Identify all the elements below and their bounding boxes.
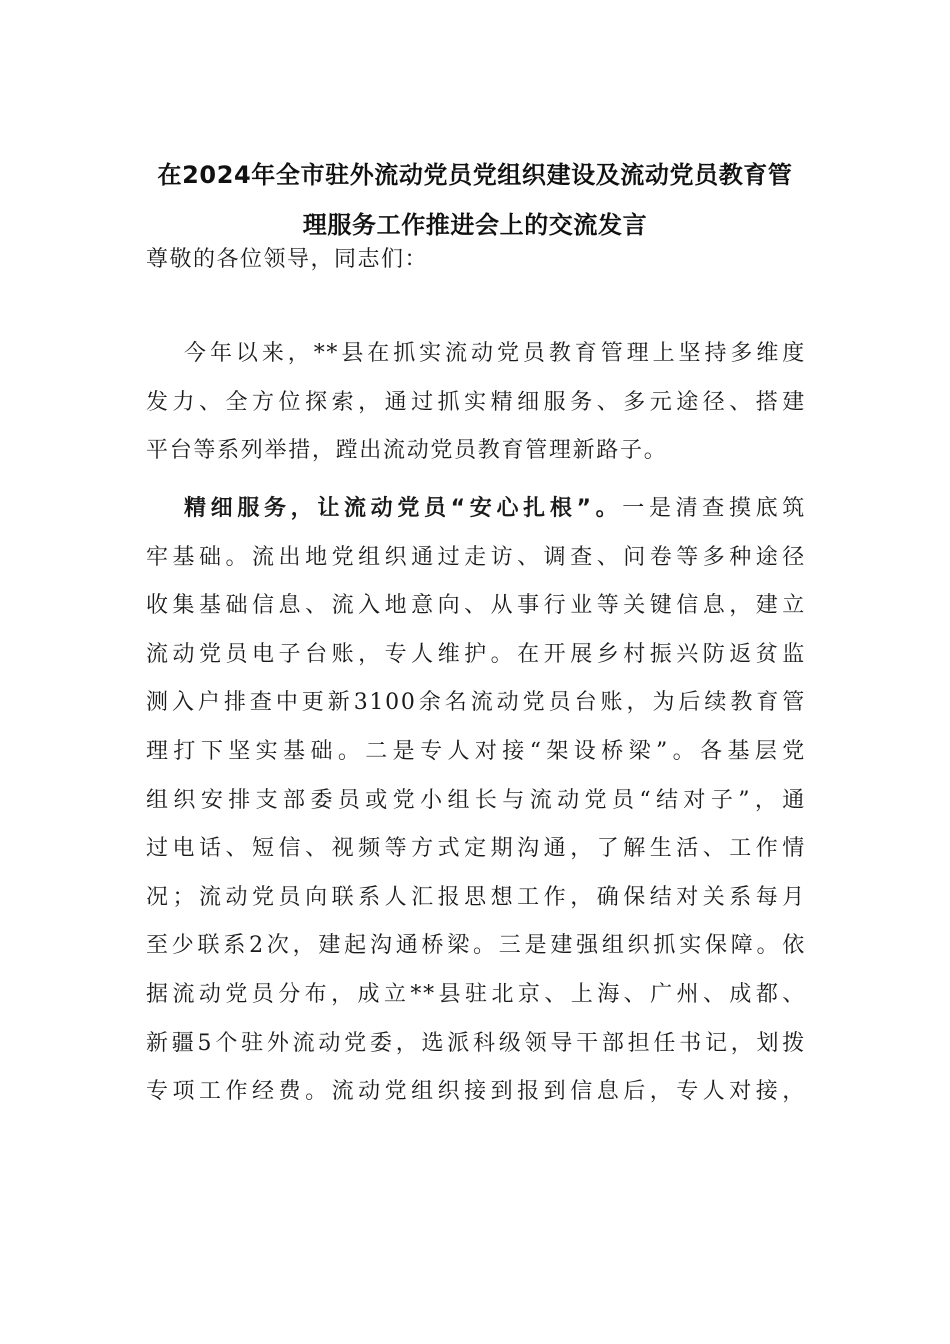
paragraph-line: 理打下坚实基础。二是专人对接“架设桥梁”。各基层党	[146, 738, 806, 764]
salutation: 尊敬的各位领导，同志们：	[146, 247, 429, 272]
paragraph-line: 据流动党员分布，成立**县驻北京、上海、广州、成都、	[146, 981, 806, 1007]
document-title	[140, 150, 810, 250]
paragraph-line: 况；流动党员向联系人汇报思想工作，确保结对关系每月	[146, 884, 806, 910]
paragraph-line: 发力、全方位探索，通过抓实精细服务、多元途径、搭建	[146, 389, 806, 415]
title-line-2: 理服务工作推进会上的交流发言	[302, 211, 648, 239]
paragraph-intro	[146, 330, 806, 476]
paragraph-line: 收集基础信息、流入地意向、从事行业等关键信息，建立	[146, 593, 806, 619]
paragraph-line	[146, 485, 806, 534]
paragraph-line: 过电话、短信、视频等方式定期沟通，了解生活、工作情	[146, 836, 806, 862]
paragraph-line: 新疆5个驻外流动党委，选派科级领导干部担任书记，划拨	[146, 1030, 806, 1056]
paragraph-text: 一是清查摸底筑	[622, 496, 806, 521]
paragraph-line: 流动党员电子台账，专人维护。在开展乡村振兴防返贫监	[146, 641, 806, 667]
paragraph-fine-service	[146, 485, 806, 1117]
title-line-1: 在2024年全市驻外流动党员党组织建设及流动党员教育管	[157, 161, 793, 189]
paragraph-line: 测入户排查中更新3100余名流动党员台账，为后续教育管	[146, 690, 806, 716]
section-heading: 精细服务，让流动党员“安心扎根”。	[184, 496, 623, 521]
paragraph-line: 今年以来，**县在抓实流动党员教育管理上坚持多维度	[184, 341, 806, 366]
paragraph-line: 牢基础。流出地党组织通过走访、调查、问卷等多种途径	[146, 544, 806, 570]
paragraph-line: 平台等系列举措，蹚出流动党员教育管理新路子。	[146, 438, 668, 464]
paragraph-line: 组织安排支部委员或党小组长与流动党员“结对子”，通	[146, 787, 806, 813]
paragraph-line: 专项工作经费。流动党组织接到报到信息后，专人对接，	[146, 1079, 806, 1105]
paragraph-line: 至少联系2次，建起沟通桥梁。三是建强组织抓实保障。依	[146, 933, 806, 959]
